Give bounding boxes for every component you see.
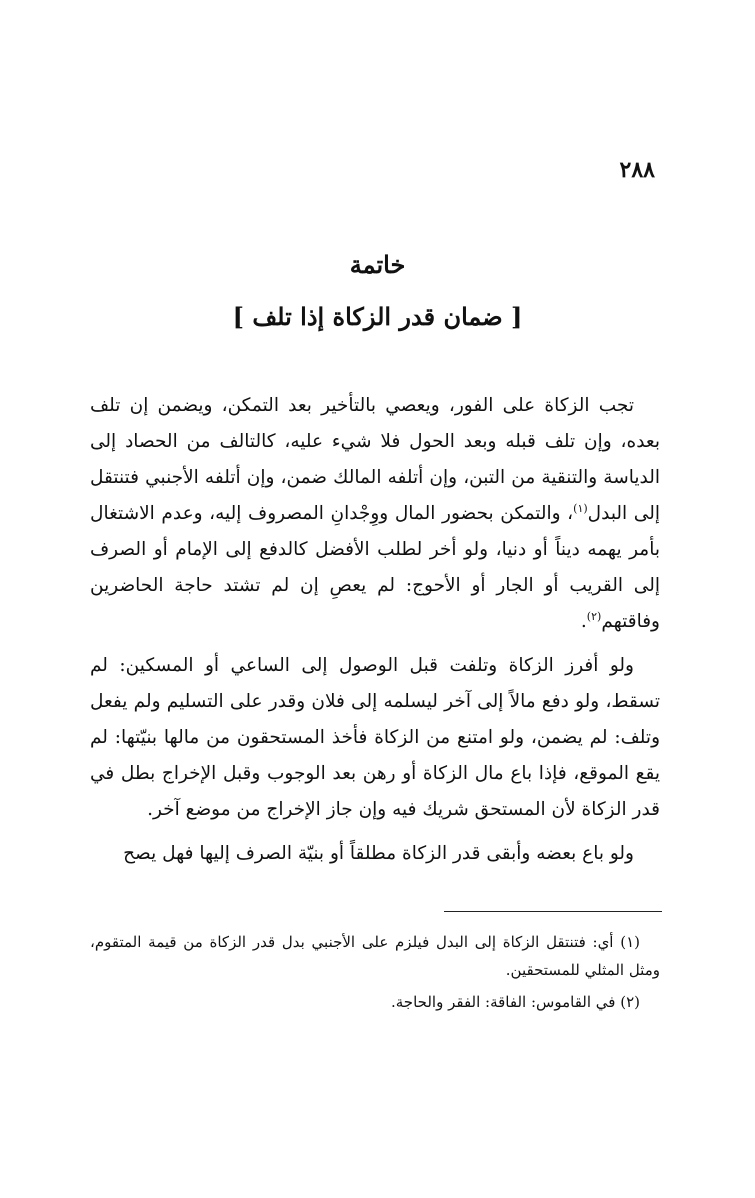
paragraph: ولو أفرز الزكاة وتلفت قبل الوصول إلى الساعي أو المسكين: لم تسقط، ولو دفع مالاً إلى آخر ليسلمه إلى فلان وقدر على التسليم ولم يفعل وتلف: لم يضمن، ولو امتنع من الزكاة فأخذ المستحقون من مالها بنيّتها: لم يقع الموقع، فإذا باع مال الزكاة أو رهن بعد الوجوب وقبل الإخراج بطل في قدر الزكاة لأن المستحق شريك فيه وإن جاز الإخراج من موضع آخر. xyxy=(90,655,660,820)
footnote-ref: (٢) xyxy=(586,609,602,623)
main-text xyxy=(90,388,660,880)
footnotes xyxy=(90,928,660,1020)
footnote-divider xyxy=(444,911,662,912)
paragraph-text: ، والتمكن بحضور المال ووِجْدانِ المصروف إليه، وعدم الاشتغال بأمر يهمه ديناً أو دنيا، ولو أخر لطلب الأفضل كالدفع إلى الإمام أو الصرف إلى القريب أو الجار أو الأحوج: لم يعصِ إن لم تشتد حاجة الحاضرين وفاقتهم xyxy=(90,503,660,632)
footnote: (١) أي: فتنتقل الزكاة إلى البدل فيلزم على الأجنبي بدل قدر الزكاة من قيمة المتقوم، ومثل المثلي للمستحقين. xyxy=(90,933,660,979)
chapter-title: خاتمة xyxy=(349,250,406,279)
footnote-ref: (١) xyxy=(573,501,588,515)
paragraph: ولو باع بعضه وأبقى قدر الزكاة مطلقاً أو بنيّة الصرف إليها فهل يصح xyxy=(123,843,634,864)
paragraph-text: . xyxy=(580,611,587,632)
page-number: ٢٨٨ xyxy=(619,157,655,183)
paragraph xyxy=(90,388,660,640)
section-title: [ ضمان قدر الزكاة إذا تلف ] xyxy=(232,302,523,331)
footnote: (٢) في القاموس: الفاقة: الفقر والحاجة. xyxy=(391,993,640,1011)
paragraph-text: تجب الزكاة على الفور، ويعصي بالتأخير بعد التمكن، ويضمن إن تلف بعده، وإن تلف قبله وبعد الحول فلا شيء عليه، كالتالف من الحصاد إلى الدياسة والتنقية من التبن، وإن أتلفه المالك ضمن، وإن أتلفه الأجنبي فتنتقل إلى البدل xyxy=(90,395,661,524)
